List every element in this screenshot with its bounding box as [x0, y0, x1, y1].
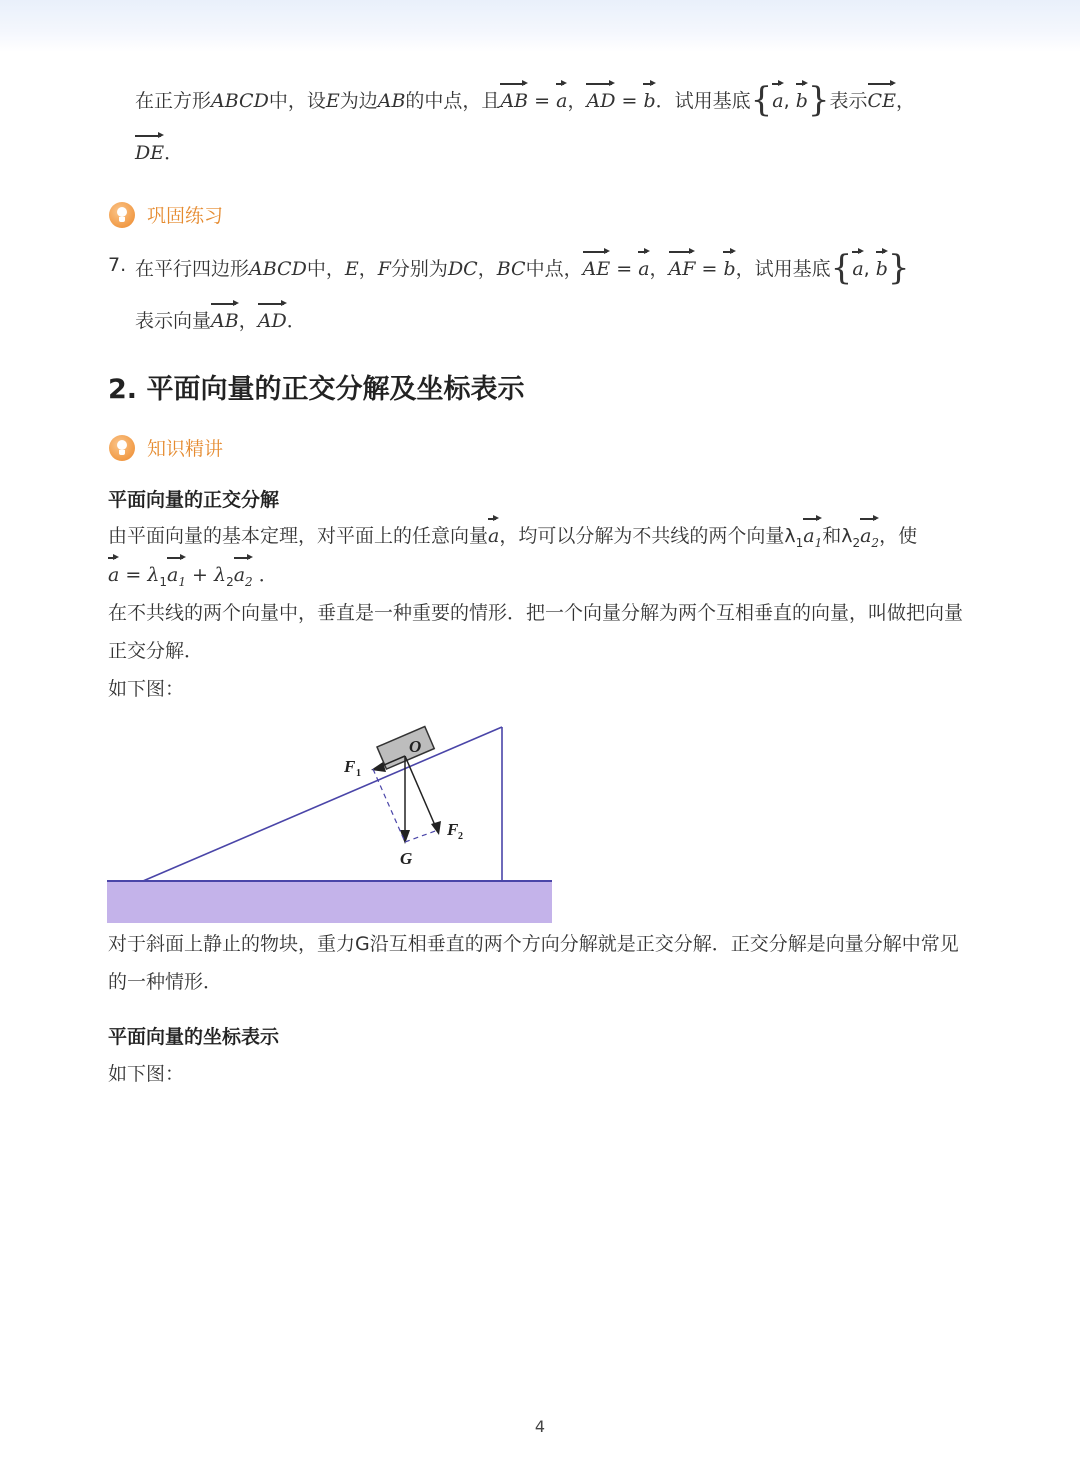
slope-line — [143, 727, 502, 881]
knowledge-label: 知识精讲 — [109, 434, 223, 461]
ground — [107, 881, 552, 923]
ex7-line1: 在平行四边形ABCD中，E，F分别为DC，BC中点，AE = a，AF = b，试用基底{a, b} — [135, 248, 910, 288]
f2-arrow — [405, 756, 437, 830]
lightbulb-icon — [109, 202, 135, 228]
para1-line2: $a = \lambda_1a_1 + \lambda_2a_2$ ． — [108, 561, 278, 596]
dashed-line-2 — [405, 830, 438, 842]
label-f1-sub: 1 — [356, 768, 361, 779]
ex6-line1: 在正方形ABCD中，设E为边AB的中点，且AB = a，AD = b．试用基底{a, b}表示CE， — [135, 80, 915, 120]
lightbulb-icon — [109, 435, 135, 461]
ex6-line2: DE． — [135, 139, 183, 167]
para3-line1: 对于斜面上静止的物块，重力G沿互相垂直的两个方向分解就是正交分解．正交分解是向量分解中常见 — [108, 933, 959, 955]
vector-a1: $a_1$ — [803, 522, 822, 557]
label-f1: F — [344, 757, 356, 776]
para1-line1: 由平面向量的基本定理，对平面上的任意向量a，均可以分解为不共线的两个向量$\lambda_1a_1$和$\lambda_2a_2$，使 — [108, 522, 917, 557]
page-number: 4 — [534, 1417, 546, 1436]
ex7-number: 7. — [108, 254, 127, 276]
ex7-line2: 表示向量AB，AD． — [135, 307, 306, 335]
label-g: G — [400, 849, 413, 868]
label-f2-sub: 2 — [458, 831, 463, 842]
label-f2: F — [447, 820, 459, 839]
vector-a2: $a_2$ — [860, 522, 879, 557]
inclined-plane-figure — [107, 720, 553, 925]
label-o: O — [409, 737, 422, 756]
para3-line2: 的一种情形． — [108, 971, 223, 993]
para2-line2: 正交分解． — [108, 640, 204, 662]
subsection-title-coordinate: 平面向量的坐标表示 — [108, 1026, 280, 1048]
practice-label: 巩固练习 — [109, 201, 223, 228]
as-figure-label-2: 如下图： — [108, 1063, 185, 1085]
section-title: 2. 平面向量的正交分解及坐标表示 — [108, 374, 525, 405]
page-header-band — [0, 0, 1080, 52]
subsection-title-orthogonal: 平面向量的正交分解 — [108, 489, 280, 511]
dashed-line-1 — [373, 769, 405, 842]
para2-line1: 在不共线的两个向量中，垂直是一种重要的情形．把一个向量分解为两个互相垂直的向量，叫做把向量 — [108, 602, 964, 624]
as-figure-label: 如下图： — [108, 678, 185, 700]
